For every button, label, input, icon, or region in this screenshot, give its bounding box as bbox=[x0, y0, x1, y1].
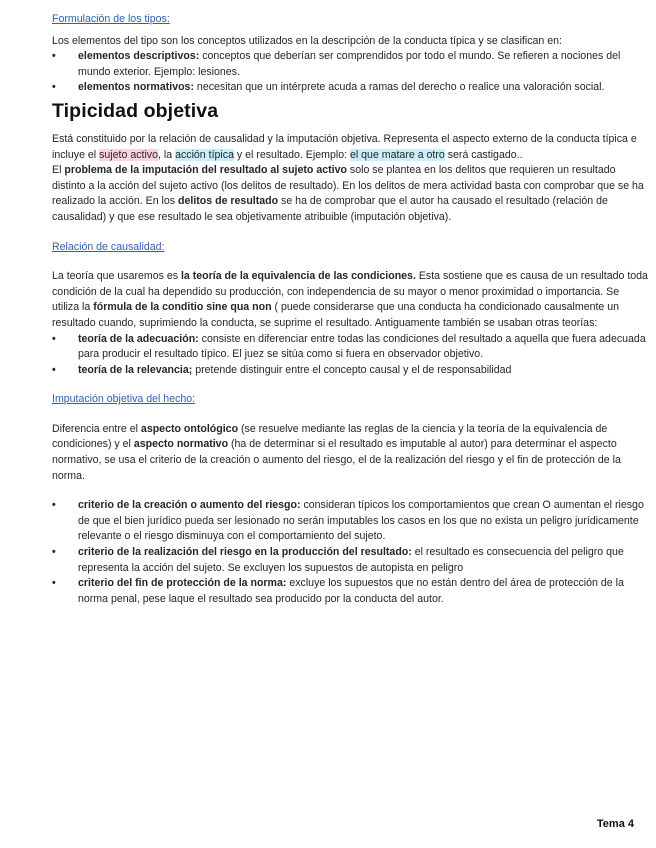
list-item-term: criterio del fin de protección de la norma: bbox=[78, 577, 287, 590]
text-run: Está constituido por la relación de causalidad y la imputación objetiva. Representa el aspecto externo de la conducta típica e incluye el bbox=[52, 132, 637, 161]
section-heading-imputacion[interactable]: Imputación objetiva del hecho: bbox=[52, 393, 196, 406]
page-title: Tipicidad objetiva bbox=[52, 99, 219, 122]
paragraph-problema-imputacion bbox=[52, 163, 648, 225]
paragraph-causalidad bbox=[52, 269, 648, 331]
list-item-term: teoría de la relevancia; bbox=[78, 363, 193, 376]
list-item bbox=[52, 576, 648, 607]
list-item bbox=[52, 80, 648, 96]
text-run: (ha de determinar si el resultado es imputable al autor) para determinar el aspecto normativo, se usa el criterio de la creación o aumento del riesgo, el de la realización del riesgo y el fin de protección de la norma. bbox=[52, 438, 621, 482]
bold-term: aspecto normativo bbox=[133, 438, 229, 451]
highlight-accion-tipica: acción típica bbox=[175, 148, 234, 161]
section-heading-causalidad[interactable]: Relación de causalidad: bbox=[52, 240, 165, 253]
list-item bbox=[52, 332, 648, 363]
document-page bbox=[52, 12, 648, 607]
text-run: será castigado.. bbox=[444, 148, 523, 161]
list-criterios bbox=[52, 498, 648, 607]
bold-term: aspecto ontológico bbox=[140, 422, 239, 435]
bold-term: fórmula de la conditio sine qua non bbox=[93, 301, 272, 314]
bullet-icon: • bbox=[52, 546, 56, 559]
list-item-term: criterio de la creación o aumento del riesgo: bbox=[78, 499, 301, 512]
text-run: Esta sostiene que es causa de un resultado toda condición de la cual ha dependido su producción, con independencia de su mayor o menor proximidad o importancia. Se utiliza la bbox=[52, 270, 648, 314]
page-footer-label: Tema 4 bbox=[596, 818, 634, 830]
paragraph-intro: Los elementos del tipo son los conceptos utilizados en la descripción de la conducta típica y se clasifican en: bbox=[52, 34, 562, 47]
list-item-term: elementos descriptivos: bbox=[78, 50, 200, 63]
list-item-text: consiste en diferenciar entre todas las condiciones del resultado a aquella que fuera adecuada para producir el resultado típico. El juez se sitúa como si fuera en observador objetivo. bbox=[78, 332, 646, 361]
list-item bbox=[52, 49, 648, 80]
bullet-icon: • bbox=[52, 499, 56, 512]
list-item-term: teoría de la adecuación: bbox=[78, 332, 199, 345]
text-run: se ha de comprobar que el autor ha causado el resultado (relación de causalidad) y que ese resultado le sea objetivamente atribuible (imputación objetiva). bbox=[52, 195, 608, 223]
list-item-text: consideran típicos los comportamientos que crean O aumentan el riesgo de que el bien jurídico pueda ser lesionado no serán imputables los casos en los que no exista un peligro jurídicamente relevante o el riesgo disminuya con el comportamiento del sujeto. bbox=[78, 499, 644, 543]
bullet-icon: • bbox=[52, 363, 56, 376]
list-item bbox=[52, 363, 648, 379]
bold-term: delitos de resultado bbox=[178, 195, 279, 208]
list-teorias bbox=[52, 332, 648, 379]
list-item-text: conceptos que deberían ser comprendidos por todo el mundo. Se refieren a nociones del mundo exterior. Ejemplo: lesiones. bbox=[78, 50, 621, 78]
text-run: La teoría que usaremos es bbox=[52, 270, 181, 283]
bullet-icon: • bbox=[52, 577, 56, 590]
list-item-term: elementos normativos: bbox=[78, 81, 194, 94]
text-run: Diferencia entre el bbox=[52, 422, 141, 435]
bullet-icon: • bbox=[52, 81, 56, 94]
bullet-icon: • bbox=[52, 50, 56, 63]
bold-term: problema de la imputación del resultado al sujeto activo bbox=[64, 164, 347, 177]
section-heading-formulacion[interactable]: Formulación de los tipos: bbox=[52, 13, 170, 25]
list-item-text: pretende distinguir entre el concepto causal y el de responsabilidad bbox=[192, 363, 512, 376]
list-item-term: criterio de la realización del riesgo en la producción del resultado: bbox=[78, 546, 412, 559]
list-elementos bbox=[52, 49, 648, 96]
text-run: ( puede considerarse que una conducta ha condicionado causalmente un resultado cuando, suprimiendo la conducta, se suprime el resultado. Antiguamente también se usaban otras teorías: bbox=[52, 301, 620, 329]
list-item bbox=[52, 498, 648, 545]
highlight-sujeto-activo: sujeto activo bbox=[99, 148, 158, 161]
list-item-text: el resultado es consecuencia del peligro que representa la acción del sujeto. Se excluyen los supuestos de autopista en peligro bbox=[78, 546, 624, 574]
text-run: (se resuelve mediante las reglas de la ciencia y la teoría de la equivalencia de condiciones) y el bbox=[52, 422, 608, 451]
list-item-text: excluye los supuestos que no están dentro del área de protección de la norma penal, pese laque el resultado sea producido por la conducta del autor. bbox=[78, 577, 624, 605]
highlight-matare-a-otro: el que matare a otro bbox=[349, 148, 445, 161]
text-run: y el resultado. Ejemplo: bbox=[233, 148, 350, 161]
list-item bbox=[52, 545, 648, 576]
bold-term: la teoría de la equivalencia de las condiciones. bbox=[180, 270, 416, 283]
paragraph-imputacion bbox=[52, 422, 648, 484]
paragraph-tipicidad bbox=[52, 132, 648, 163]
text-run: , la bbox=[158, 148, 176, 161]
text-run: solo se plantea en los delitos que requieren un resultado distinto a la acción del sujeto activo (los delitos de resultado). En los delitos de mera actividad basta con comprobar que se ha realizado la acción. En los bbox=[52, 164, 644, 208]
list-item-text: necesitan que un intérprete acuda a ramas del derecho o realice una valoración social. bbox=[193, 81, 605, 94]
bullet-icon: • bbox=[52, 332, 56, 345]
text-run: El bbox=[52, 164, 65, 177]
